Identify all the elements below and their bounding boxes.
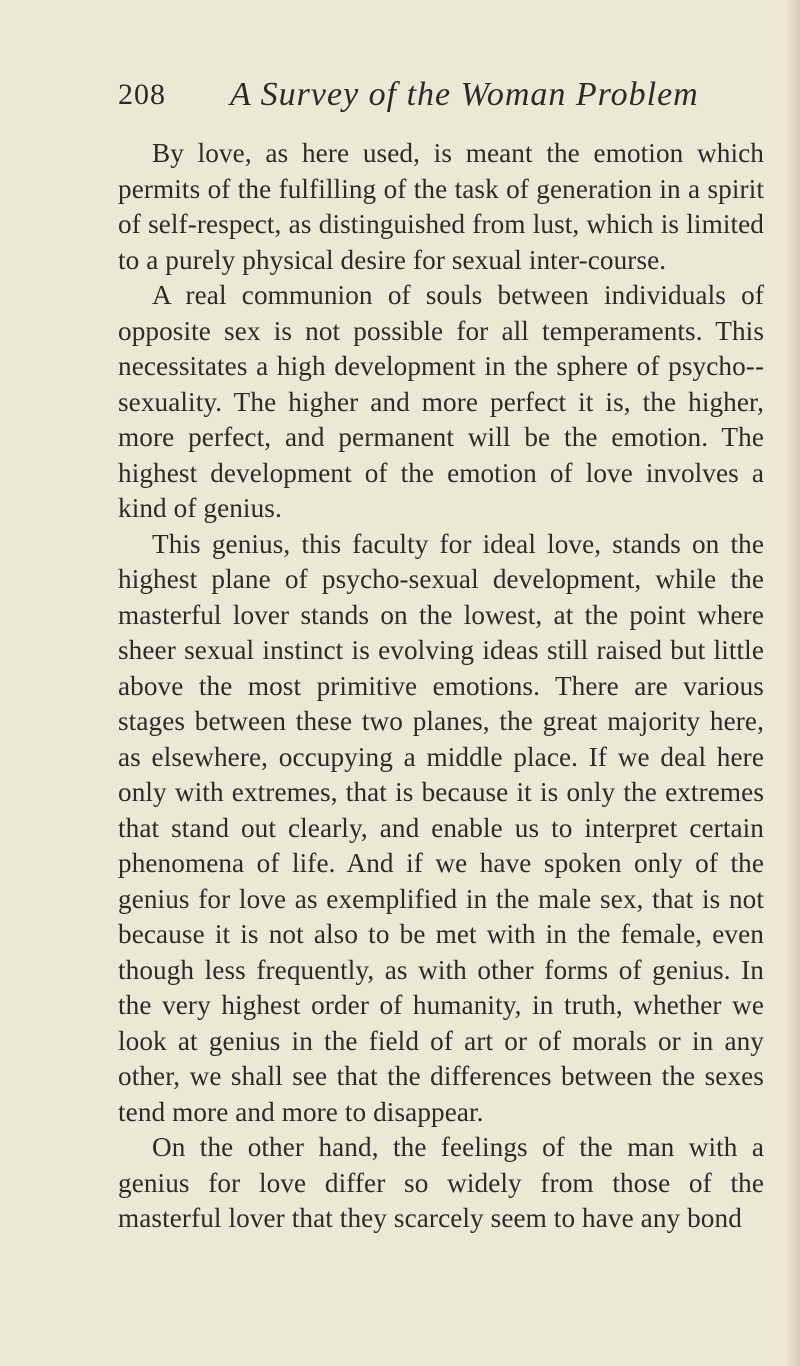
running-head [118, 76, 699, 122]
paragraph-1: By love, as here used, is meant the emotion which permits of the fulfilling of the task of generation in a spirit of self-respect, as distinguished from lust, which is limited to a purely physical desire for sexual inter-course. [118, 138, 764, 275]
paragraph-2: A real communion of souls between individuals of opposite sex is not possible for all temperaments. This necessitates a high development in the sphere of psycho-sexuality. The higher and more perfect it is, the higher, more perfect, and permanent will be the emotion. The highest development of the emotion of love involves a kind of genius. [118, 280, 764, 523]
book-title: A Survey of the Woman Problem [230, 76, 699, 113]
page-edge-shadow [786, 0, 800, 1366]
body-text [118, 136, 764, 1237]
paragraph-3: This genius, this faculty for ideal love, stands on the highest plane of psycho-sexual development, while the masterful lover stands on the lowest, at the point where sheer sexual instinct is evolving ideas still raised but little above the most primitive emotions. There are various stages between these two planes, the great majority here, as elsewhere, occupying a middle place. If we deal here only with extremes, that is because it is only the extremes that stand out clearly, and enable us to interpret certain phenomena of life. And if we have spoken only of the genius for love as exemplified in the male sex, that is not because it is not also to be met with in the female, even though less frequently, as with other forms of genius. In the very highest order of humanity, in truth, whether we look at genius in the field of art or of morals or in any other, we shall see that the differences between the sexes tend more and more to disappear. [118, 528, 764, 1127]
page-number: 208 [118, 78, 166, 111]
paragraph-4: On the other hand, the feelings of the man with a genius for love differ so widely from those of the masterful lover that they scarcely seem to have any bond [118, 1132, 764, 1233]
